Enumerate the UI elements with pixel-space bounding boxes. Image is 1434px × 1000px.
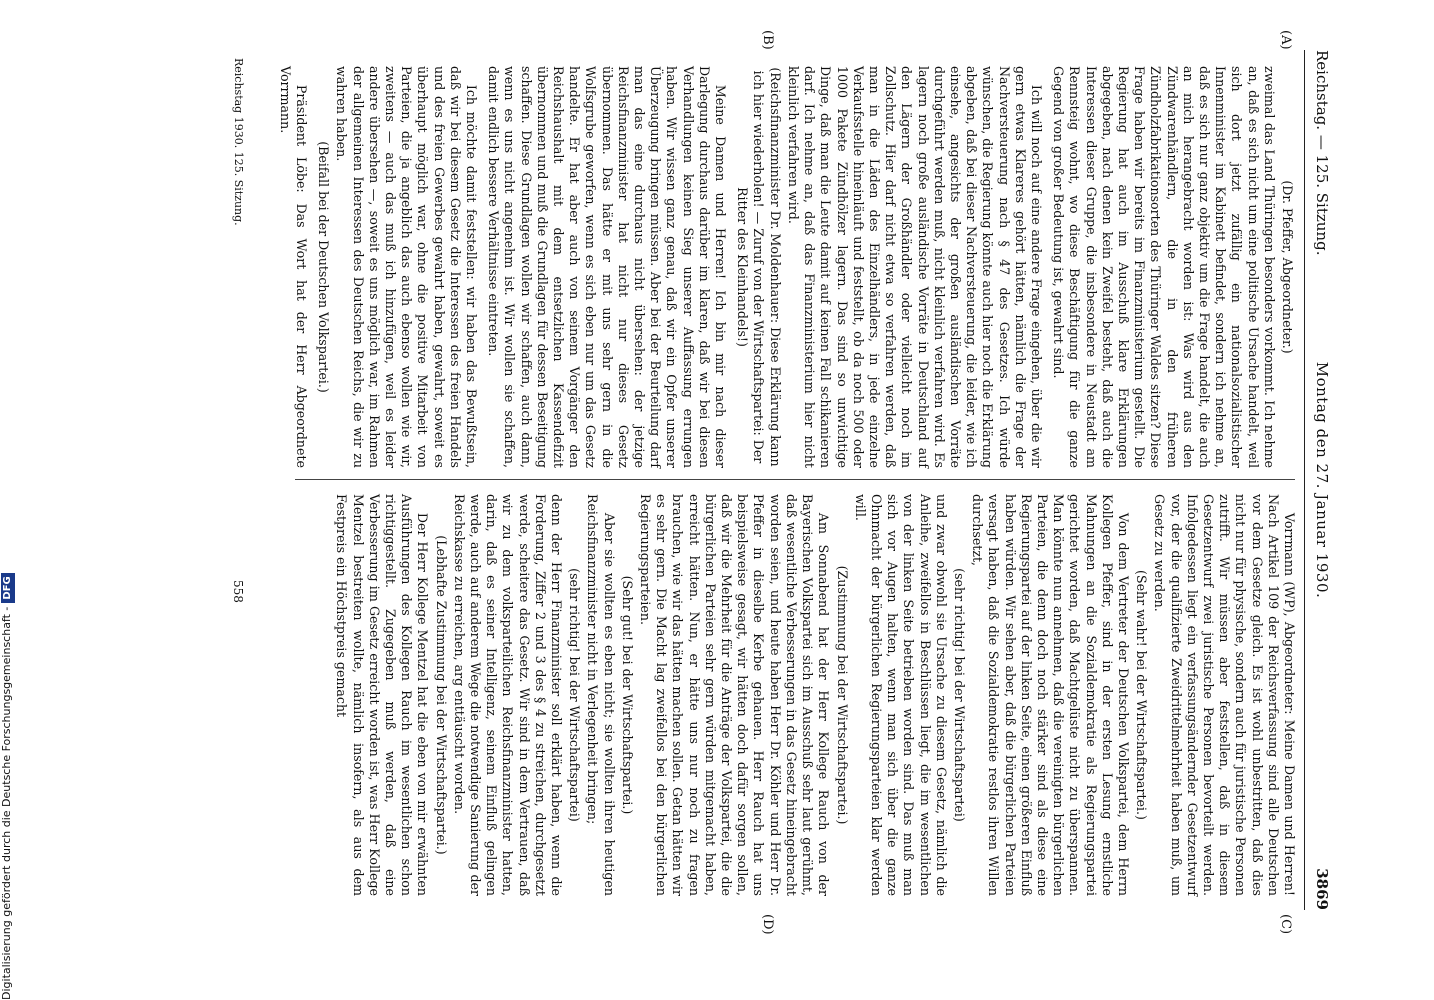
margin-mark-c: (C) xyxy=(1278,914,1293,935)
interjection: (Sehr wahr! bei der Wirtschaftspartei.) xyxy=(1134,570,1150,820)
applause-note: (Beifall bei der Deutschen Volkspartei.) xyxy=(316,141,332,393)
interjection: (Lebhafte Zustimmung bei der Wirtschaftspartei.) xyxy=(433,535,449,855)
dfg-logo: DFG xyxy=(1,573,15,602)
paragraph: denn der Herr Finanzminister soll erklärt haben, wenn die Forderung, Ziffer 2 und 3 des § 4 zu streichen, durchgesetzt werde, scheitere das Gesetz. Wir sind in dem Vertrauen, daß wir zu dem volksparteilichen Reichsfinanzminister hatten, darin, daß es seiner Intelligenz, seinem Einfluß gelingen werde, auch auf anderem Wege die notwendige Sanierung der Reichskasse zu erreichen, arg enttäuscht worden. xyxy=(451,494,565,896)
column-divider xyxy=(295,479,1295,480)
margin-mark-d: (D) xyxy=(760,914,775,935)
scanned-page xyxy=(120,30,1335,935)
interjection: (sehr richtig! bei der Wirtschaftspartei) xyxy=(951,568,967,822)
paragraph: Präsident Löbe: Das Wort hat der Herr Abgeordnete Vorrmann. xyxy=(277,66,310,468)
interjection: (sehr richtig! bei der Wirtschaftspartei) xyxy=(567,568,583,822)
footer-page-code: 558 xyxy=(231,580,245,603)
paragraph: zweimal das Land Thüringen besonders vorkommt. Ich nehme an, daß es sich nicht um eine politische Ursache handelt, weil sich dort jetzt zufällig ein nationalsozialistischer Innenminister im Kabinett befindet, sondern ich nehme an, daß es sich nur ganz objektiv um die Frage handelt, die auch an mich herangebracht worden ist: Was wird aus den Zündwarenhändlern, die in den früheren Zündholzfabrikationsorten des Thüringer Waldes sitzen? Diese Frage haben wir bereits im Finanzministerium gestellt. Die Regierung hat auch im Ausschuß klare Erklärungen abgegeben, nach denen kein Zweifel besteht, daß auch die Interessen dieser Gruppe, die insbesondere in Neustadt am Rennsteig wohnt, wo diese Beschäftigung für die ganze Gegend von großer Bedeutung ist, gewahrt sind. xyxy=(1051,66,1277,468)
credit-text: Digitalisierung gefördert durch die Deutsche Forschungsgemeinschaft - xyxy=(0,606,13,1000)
interjection: (Zustimmung bei der Wirtschaftspartei.) xyxy=(834,565,850,825)
digitization-credit xyxy=(0,0,14,1000)
paragraph: Am Sonnabend hat der Herr Kollege Rauch von der Bayerischen Volkspartei sich im Ausschuß sehr laut gerühmt, daß wesentliche Verbesserungen in das Gesetz hineingebracht worden seien, und heute haben Herr Dr. Köhler und Herr Dr. Pfeffer in dieselbe Kerbe gehauen. Herr Rauch hat uns beispielsweise gesagt, wir hätten doch dafür sorgen sollen, daß wir die Mehrheit für die Anträge der Volkspartei, die die bürgerlichen Parteien sehr gern würden mitgemacht haben, erreicht hätten. Nun, er hätte uns nur noch zu fragen brauchen, wie wir das hätten machen sollen. Getan hätten wir es sehr gern. Die Macht lag zweifellos bei den bürgerlichen Regierungsparteien. xyxy=(638,494,832,896)
header-rule xyxy=(1304,50,1305,910)
paragraph: Ich möchte damit feststellen: wir haben das Bewußtsein, daß wir bei diesem Gesetz die Interessen des freien Handels und des freien Gewerbes gewahrt haben, gewahrt, soweit es überhaupt möglich war, ohne die positive Mitarbeit von Parteien, die ja angeblich das auch ebenso wollen wie wir, zweitens — auch das muß ich hinzufügen, weil es leider andere übersehen —, soweit es uns möglich war, im Rahmen der allgemeinen Interessen des Deutschen Reichs, die wir zu wahren haben. xyxy=(334,66,480,468)
interjection: (Reichsfinanzminister Dr. Moldenhauer: Diese Erklärung kann ich hier wiederholen! — Zuruf von der Wirtschaftspartei: Der Ritter des Kleinhandels!) xyxy=(735,67,783,467)
paragraph: Von dem Vertreter der Deutschen Volkspartei, dem Herrn Kollegen Pfeffer, sind in der ersten Lesung ernstliche Mahnungen an die Sozialdemokratie als Regierungspartei gerichtet worden, daß Machtgelüste nicht zu überspannen. Man könnte nun annehmen, daß die vereinigten bürgerlichen Parteien, die denn doch noch stärker sind als diese eine Regierungspartei auf der linken Seite, einen größeren Einfluß haben würden. Wir sehen aber, daß die bürgerlichen Parteien versagt haben, daß die Sozialdemokratie restlos ihren Willen durchsetzt, xyxy=(970,494,1131,896)
margin-mark-a: (A) xyxy=(1278,30,1293,50)
header-date: Montag den 27. Januar 1930. xyxy=(1313,361,1331,599)
paragraph: und zwar obwohl sie Ursache zu diesem Gesetz, nämlich die Anleihe, zweifellos in Beschlüssen liegt, die im wesentlichen von der linken Seite betrieben worden sind. Das muß man sich vor Augen halten, wenn man sich über die ganze Ohnmacht der bürgerlichen Regierungsparteien klar werden will. xyxy=(852,494,949,896)
right-column xyxy=(333,494,1297,896)
page-number: 3869 xyxy=(1313,868,1331,910)
paragraph: Vorrmann (WP), Abgeordneter: Meine Damen und Herren! Nach Artikel 109 der Reichsverfassung sind alle Deutschen vor dem Gesetze gleich. Es ist wohl unbestritten, daß dies nicht nur für physische, sondern auch für juristische Personen zutrifft. Wir müssen aber feststellen, daß in diesem Gesetzentwurf zwei juristische Personen bevorteilt werden. Infolgedessen liegt ein verfassungsändernder Gesetzentwurf vor, der die qualifizierte Zweidrittelmehrheit haben muß, um Gesetz zu werden. xyxy=(1152,494,1297,896)
footer-left: Reichstag 1930. 125. Sitzung. xyxy=(232,58,245,226)
page-header xyxy=(1307,50,1335,910)
paragraph: Meine Damen und Herren! Ich bin mir nach dieser Darlegung durchaus darüber im klaren, daß wir bei diesen Verhandlungen keinen Sieg unserer Auffassung errungen haben. Wir wissen ganz genau, daß wir ein Opfer unserer Überzeugung bringen müssen. Aber bei der Beurteilung darf man das eine durchaus nicht übersehen: der jetzige Reichsfinanzminister hat nicht nur dieses Gesetz übernommen. Das hätte er mit uns sehr gern in die Wolfsgrube geworfen, wenn es sich eben nur um das Gesetz handelte. Er hat aber auch von seinem Vorgänger den Reichshaushalt mit dem entsetzlichen Kassendefizit übernommen und muß die Grundlagen für dessen Beseitigung schaffen. Diese Grundlagen wollen wir schaffen, auch dann, wenn es uns nicht angenehm ist. Wir wollen sie schaffen, damit endlich bessere Verhältnisse eintreten. xyxy=(486,66,729,468)
header-left: Reichstag. — 125. Sitzung. xyxy=(1313,50,1331,256)
interjection: (Sehr gut! bei der Wirtschaftspartei.) xyxy=(619,575,635,815)
margin-mark-b: (B) xyxy=(760,30,775,50)
paragraph: Aber sie wollten es eben nicht; sie wollten ihren heutigen Reichsfinanzminister nicht in Verlegenheit bringen; xyxy=(585,494,617,896)
paragraph: Ich will noch auf eine andere Frage eingehen, über die wir gern etwas Klareres gehört hätten, nämlich die Frage der Nachversteuerung nach § 47 des Gesetzes. Ich würde wünschen, die Regierung könnte auch hier noch die Erklärung abgeben, daß bei dieser Nachversteuerung, die leider, wie ich einsehe, angesichts der großen ausländischen Vorräte durchgeführt werden muß, nicht kleinlich verfahren wird. Es lagern noch große ausländische Vorräte in Deutschland auf den Lägern der Großhändler oder vielleicht noch im Zollschutz. Hier darf nicht etwa so verfahren werden, daß man in die Läden des Einzelhändlers, in jede einzelne Verkaufsstelle hineinläuft und feststellt, ob da noch 500 oder 1000 Pakete Zündhölzer lagern. Das sind so unwichtige Dinge, daß man die Leute damit auf keinen Fall schikanieren darf. Ich nehme an, daß das Finanzministerium hier nicht kleinlich verfahren wird. xyxy=(785,66,1044,468)
left-column xyxy=(277,66,1297,468)
speaker-line: (Dr. Pfeffer, Abgeordneter.) xyxy=(1280,180,1295,354)
paragraph: Der Herr Kollege Mentzel hat die eben von mir erwähnten Ausführungen des Kollegen Rauch im wesentlichen schon richtiggestellt. Zugegeben muß werden, daß eine Verbesserung im Gesetz erreicht worden ist, was Herr Kollege Mentzel bestreiten wollte, nämlich insofern, als aus dem Festpreis ein Höchstpreis gemacht xyxy=(334,494,431,896)
